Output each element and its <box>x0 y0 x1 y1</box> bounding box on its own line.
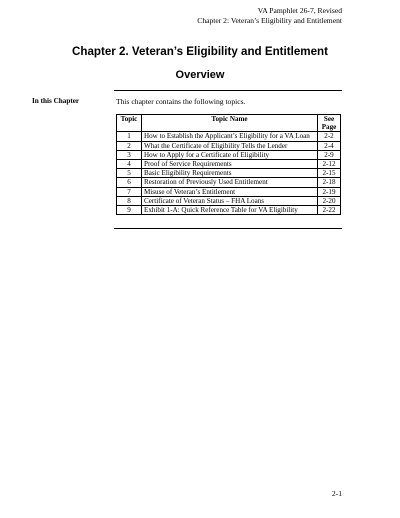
topic-number: 1 <box>117 132 142 141</box>
top-divider <box>114 90 342 91</box>
topic-page: 2-15 <box>318 169 341 178</box>
header-topic: Topic <box>117 115 142 132</box>
topic-name: Certificate of Veteran Status – FHA Loans <box>142 196 318 205</box>
section-title: Overview <box>175 69 225 81</box>
chapter-title: Chapter 2. Veteran’s Eligibility and Entitlement <box>72 45 328 58</box>
topic-number: 7 <box>117 187 142 196</box>
running-head-pamphlet: VA Pamphlet 26-7, Revised <box>257 6 342 15</box>
sidehead-in-this-chapter: In this Chapter <box>32 97 80 105</box>
topic-name: How to Establish the Applicant’s Eligibility for a VA Loan <box>142 132 318 141</box>
table-row <box>117 132 341 141</box>
page-number: 2-1 <box>331 489 342 498</box>
table-row <box>117 206 341 215</box>
table-row <box>117 160 341 169</box>
topic-page: 2-4 <box>318 141 341 150</box>
running-head <box>197 6 342 26</box>
topic-number: 5 <box>117 169 142 178</box>
topic-name: What the Certificate of Eligibility Tells the Lender <box>142 141 318 150</box>
table-row <box>117 169 341 178</box>
table-body <box>117 132 341 215</box>
intro-text: This chapter contains the following topics. <box>116 97 246 106</box>
topics-table <box>116 114 341 215</box>
topic-number: 2 <box>117 141 142 150</box>
table-row <box>117 141 341 150</box>
topic-page: 2-2 <box>318 132 341 141</box>
table-row <box>117 196 341 205</box>
topic-number: 4 <box>117 160 142 169</box>
topic-name: Proof of Service Requirements <box>142 160 318 169</box>
table-header-row <box>117 115 341 132</box>
topic-page: 2-12 <box>318 160 341 169</box>
header-see-page <box>318 115 341 132</box>
topic-name: Restoration of Previously Used Entitlement <box>142 178 318 187</box>
topic-page: 2-22 <box>318 206 341 215</box>
topic-page: 2-20 <box>318 196 341 205</box>
topic-name: Exhibit 1-A: Quick Reference Table for VA Eligibility <box>142 206 318 215</box>
topic-page: 2-9 <box>318 150 341 159</box>
bottom-divider <box>114 228 342 229</box>
topic-name: Basic Eligibility Requirements <box>142 169 318 178</box>
topic-number: 9 <box>117 206 142 215</box>
table-row <box>117 187 341 196</box>
topic-name: Misuse of Veteran’s Entitlement <box>142 187 318 196</box>
topic-number: 8 <box>117 196 142 205</box>
topic-number: 3 <box>117 150 142 159</box>
topic-number: 6 <box>117 178 142 187</box>
table-row <box>117 150 341 159</box>
topic-name: How to Apply for a Certificate of Eligibility <box>142 150 318 159</box>
header-topic-name: Topic Name <box>142 115 318 132</box>
topic-page: 2-19 <box>318 187 341 196</box>
topic-page: 2-18 <box>318 178 341 187</box>
header-page: Page <box>321 123 337 132</box>
table-row <box>117 178 341 187</box>
header-see: See <box>323 115 335 123</box>
running-head-chapter: Chapter 2: Veteran’s Eligibility and Entitlement <box>197 16 342 25</box>
